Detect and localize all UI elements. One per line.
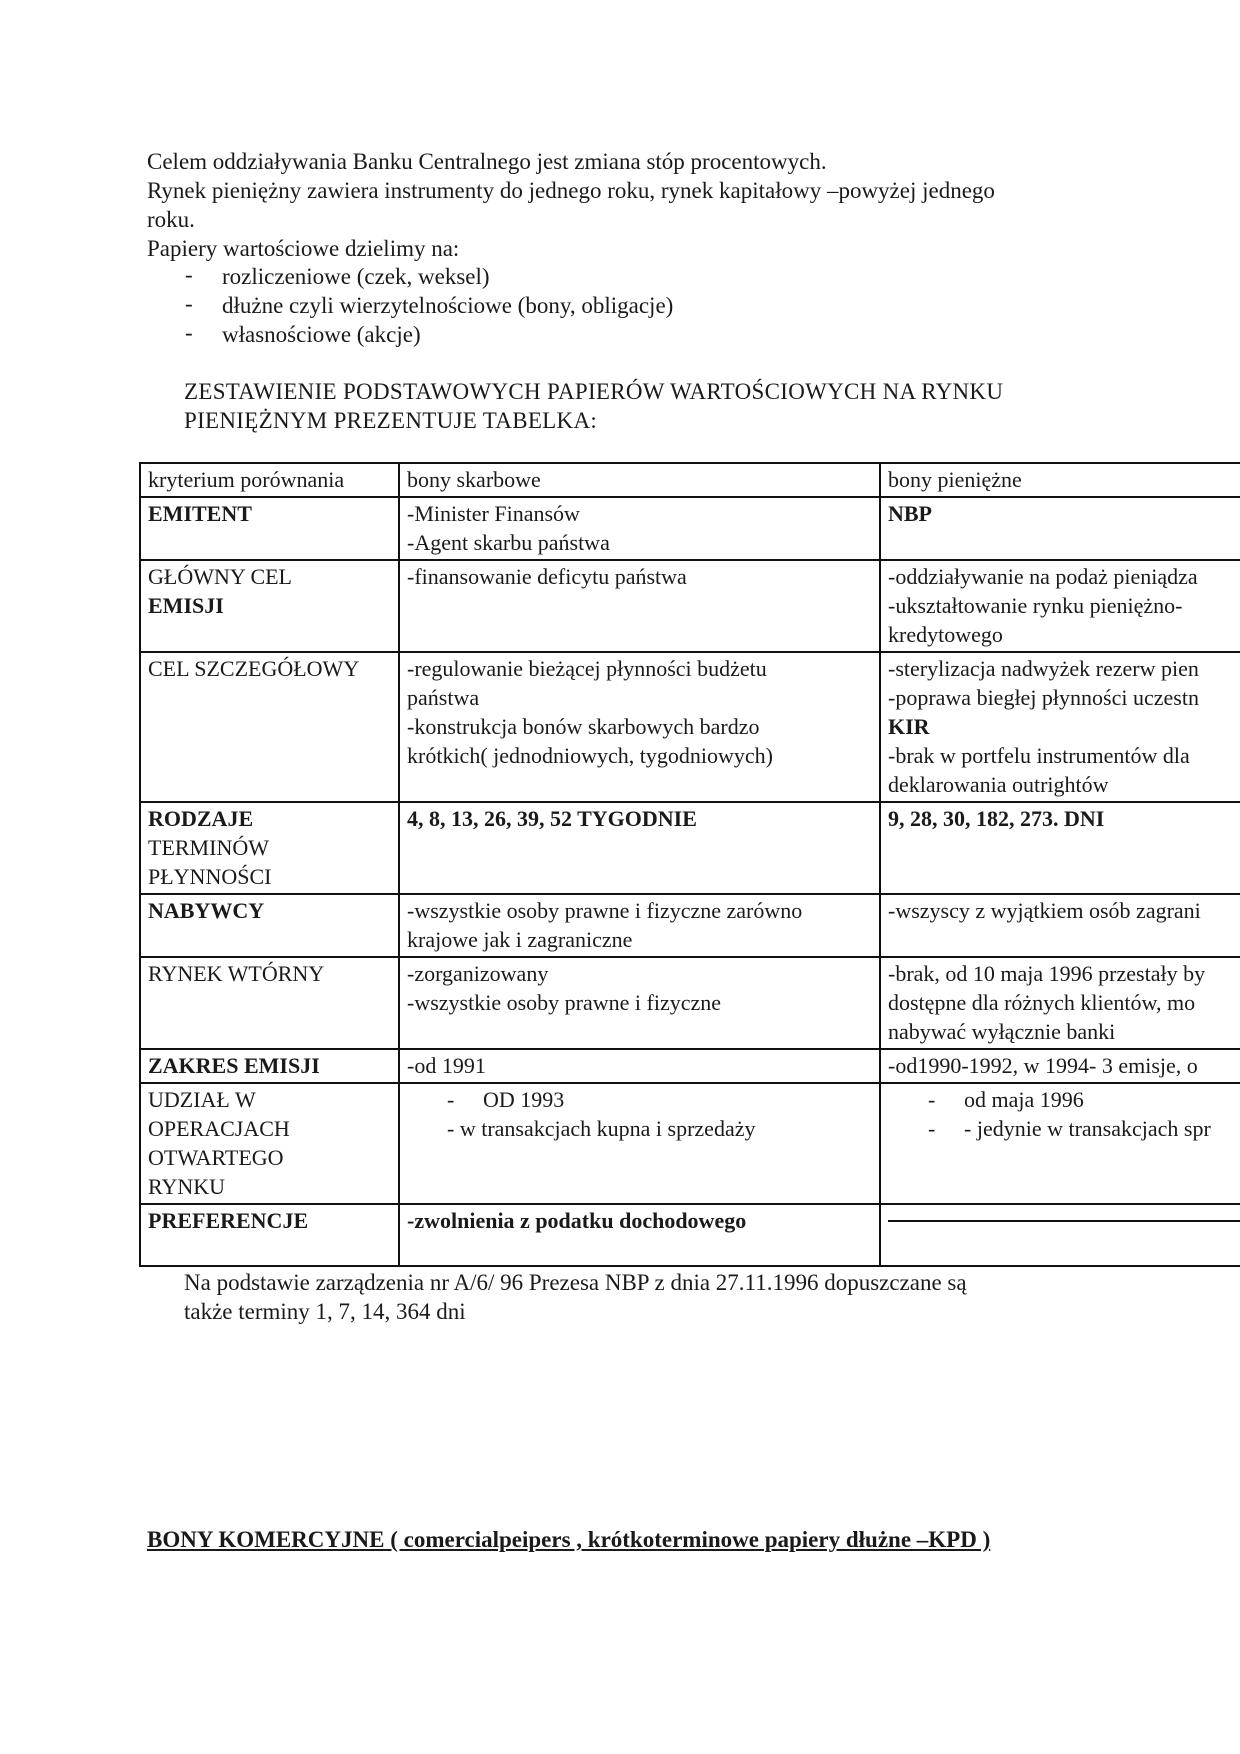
intro-line-1: Celem oddziaływania Banku Centralnego jest zmiana stóp procentowych. bbox=[147, 149, 827, 174]
cell-text: 4, 8, 13, 26, 39, 52 TYGODNIE bbox=[407, 806, 697, 831]
cell-text: -ukształtowanie rynku pieniężno- bbox=[888, 593, 1183, 618]
note-line-2: także terminy 1, 7, 14, 364 dni bbox=[184, 1299, 466, 1324]
divider bbox=[888, 1220, 1240, 1222]
treasury-cell bbox=[399, 560, 880, 652]
cell-text: CEL SZCZEGÓŁOWY bbox=[148, 656, 360, 681]
cell-text: deklarowania outrightów bbox=[888, 772, 1109, 797]
cell-text: kredytowego bbox=[888, 622, 1003, 647]
cell-text: -zwolnienia z podatku dochodowego bbox=[407, 1208, 747, 1233]
table-row bbox=[140, 802, 1240, 894]
bullet-marker: - bbox=[185, 262, 193, 287]
bullet-item: rozliczeniowe (czek, weksel) bbox=[222, 264, 490, 289]
criterion-cell bbox=[140, 652, 399, 802]
cell-text: - jedynie w transakcjach spr bbox=[964, 1116, 1211, 1141]
cell-text: krótkich( jednodniowych, tygodniowych) bbox=[407, 743, 773, 768]
cell-text: RYNEK WTÓRNY bbox=[148, 961, 325, 986]
list-item bbox=[407, 1085, 873, 1114]
header-cell: bony skarbowe bbox=[399, 463, 880, 497]
cell-text: krajowe jak i zagraniczne bbox=[407, 927, 633, 952]
cell-text: EMISJI bbox=[148, 593, 224, 618]
section-heading-line-1: ZESTAWIENIE PODSTAWOWYCH PAPIERÓW WARTOŚCIOWYCH NA RYNKU bbox=[184, 379, 1004, 404]
cell-text: -Minister Finansów bbox=[407, 501, 580, 526]
bullet-item: dłużne czyli wierzytelnościowe (bony, obligacje) bbox=[222, 293, 674, 318]
treasury-cell bbox=[399, 1083, 880, 1204]
criterion-cell bbox=[140, 1083, 399, 1204]
cell-text: ZAKRES EMISJI bbox=[148, 1053, 320, 1078]
money-cell bbox=[880, 1204, 1240, 1266]
list-item bbox=[888, 1114, 1240, 1143]
cell-text: - w transakcjach kupna i sprzedaży bbox=[447, 1116, 756, 1141]
money-cell bbox=[880, 1049, 1240, 1083]
cell-text: OPERACJACH bbox=[148, 1116, 290, 1141]
table-row bbox=[140, 652, 1240, 802]
cell-text: -zorganizowany bbox=[407, 961, 549, 986]
section-heading-line-2: PIENIĘŻNYM PREZENTUJE TABELKA: bbox=[184, 408, 598, 433]
money-cell bbox=[880, 957, 1240, 1049]
cell-text: KIR bbox=[888, 714, 930, 739]
table-row bbox=[140, 957, 1240, 1049]
cell-text: RYNKU bbox=[148, 1174, 226, 1199]
criterion-cell bbox=[140, 560, 399, 652]
cell-text: OD 1993 bbox=[483, 1087, 565, 1112]
header-cell: kryterium porównania bbox=[140, 463, 399, 497]
treasury-cell bbox=[399, 652, 880, 802]
cell-text: -brak w portfelu instrumentów dla bbox=[888, 743, 1190, 768]
cell-text: -sterylizacja nadwyżek rezerw pien bbox=[888, 656, 1199, 681]
header-cell: bony pieniężne bbox=[880, 463, 1240, 497]
section-title-commercial-papers: BONY KOMERCYJNE ( comercialpeipers , krótkoterminowe papiery dłużne –KPD ) bbox=[147, 1527, 991, 1552]
table-row bbox=[140, 1083, 1240, 1204]
criterion-cell bbox=[140, 957, 399, 1049]
cell-text: od maja 1996 bbox=[964, 1087, 1084, 1112]
criterion-cell bbox=[140, 1049, 399, 1083]
treasury-cell bbox=[399, 957, 880, 1049]
cell-text: RODZAJE bbox=[148, 806, 254, 831]
criterion-cell bbox=[140, 497, 399, 560]
cell-text: -finansowanie deficytu państwa bbox=[407, 564, 687, 589]
cell-text: -wszystkie osoby prawne i fizyczne bbox=[407, 990, 722, 1015]
money-cell bbox=[880, 652, 1240, 802]
cell-text: -od1990-1992, w 1994- 3 emisje, o bbox=[888, 1053, 1198, 1078]
cell-text: 9, 28, 30, 182, 273. DNI bbox=[888, 806, 1105, 831]
note-line-1: Na podstawie zarządzenia nr A/6/ 96 Prezesa NBP z dnia 27.11.1996 dopuszczane są bbox=[184, 1270, 967, 1295]
cell-text: GŁÓWNY CEL bbox=[148, 564, 292, 589]
treasury-cell bbox=[399, 894, 880, 957]
criterion-cell bbox=[140, 1204, 399, 1266]
cell-text: NABYWCY bbox=[148, 898, 265, 923]
table-row bbox=[140, 560, 1240, 652]
list-item bbox=[407, 1114, 873, 1143]
intro-line-4: Papiery wartościowe dzielimy na: bbox=[147, 236, 460, 261]
dash-marker: - bbox=[447, 1087, 455, 1112]
cell-text: -brak, od 10 maja 1996 przestały by bbox=[888, 961, 1206, 986]
intro-line-2: Rynek pieniężny zawiera instrumenty do jednego roku, rynek kapitałowy –powyżej jednego bbox=[147, 178, 995, 203]
criterion-cell bbox=[140, 802, 399, 894]
bullet-marker: - bbox=[185, 291, 193, 316]
criterion-cell bbox=[140, 894, 399, 957]
money-cell bbox=[880, 894, 1240, 957]
table-row bbox=[140, 1204, 1240, 1266]
cell-text: nabywać wyłącznie banki bbox=[888, 1019, 1116, 1044]
bullet-item: własnościowe (akcje) bbox=[222, 322, 421, 347]
cell-text: -Agent skarbu państwa bbox=[407, 530, 610, 555]
bullet-marker: - bbox=[185, 320, 193, 345]
cell-text: TERMINÓW bbox=[148, 835, 269, 860]
money-cell bbox=[880, 1083, 1240, 1204]
cell-text: OTWARTEGO bbox=[148, 1145, 284, 1170]
note-paragraph bbox=[184, 1268, 967, 1326]
comparison-table bbox=[139, 462, 1240, 1267]
money-cell bbox=[880, 560, 1240, 652]
cell-text: -regulowanie bieżącej płynności budżetu bbox=[407, 656, 767, 681]
money-cell bbox=[880, 497, 1240, 560]
dash-marker: - bbox=[928, 1087, 936, 1112]
cell-text: EMITENT bbox=[148, 501, 252, 526]
cell-text: -od 1991 bbox=[407, 1053, 486, 1078]
cell-text: PŁYNNOŚCI bbox=[148, 864, 272, 889]
cell-text: -oddziaływanie na podaż pieniądza bbox=[888, 564, 1198, 589]
cell-text: PREFERENCJE bbox=[148, 1208, 309, 1233]
cell-text: UDZIAŁ W bbox=[148, 1087, 256, 1112]
intro-line-3: roku. bbox=[147, 207, 195, 232]
cell-text: -konstrukcja bonów skarbowych bardzo bbox=[407, 714, 760, 739]
table-row bbox=[140, 497, 1240, 560]
cell-text: -poprawa biegłej płynności uczestn bbox=[888, 685, 1199, 710]
cell-text: -wszyscy z wyjątkiem osób zagrani bbox=[888, 898, 1201, 923]
treasury-cell bbox=[399, 497, 880, 560]
treasury-cell bbox=[399, 802, 880, 894]
cell-text: państwa bbox=[407, 685, 480, 710]
treasury-cell bbox=[399, 1204, 880, 1266]
cell-text: dostępne dla różnych klientów, mo bbox=[888, 990, 1196, 1015]
list-item bbox=[888, 1085, 1240, 1114]
table-row bbox=[140, 894, 1240, 957]
money-cell bbox=[880, 802, 1240, 894]
cell-text: -wszystkie osoby prawne i fizyczne zarówno bbox=[407, 898, 803, 923]
table-row bbox=[140, 1049, 1240, 1083]
treasury-cell bbox=[399, 1049, 880, 1083]
table-header-row bbox=[140, 463, 1240, 497]
dash-marker: - bbox=[928, 1116, 936, 1141]
cell-text: NBP bbox=[888, 501, 932, 526]
